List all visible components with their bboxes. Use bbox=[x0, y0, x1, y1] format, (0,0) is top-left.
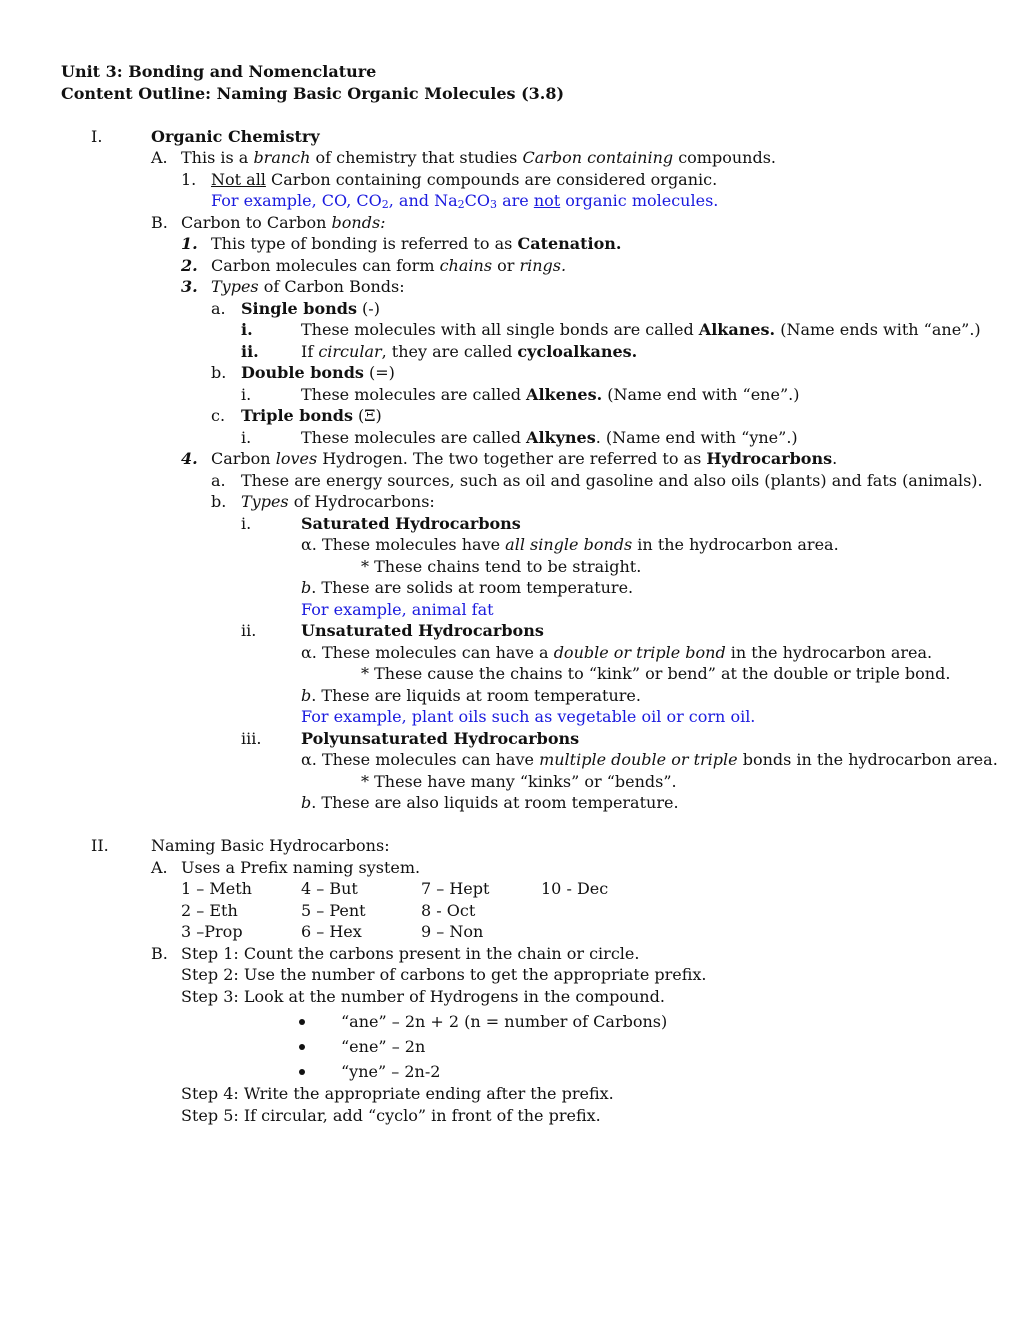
unsaturated-alpha: α. These molecules can have a double or triple bond in the hydrocarbon area. bbox=[301, 643, 933, 662]
alkynes-text: These molecules are called Alkynes. (Name end with “yne”.) bbox=[301, 428, 798, 447]
section-1-title: Organic Chemistry bbox=[151, 127, 320, 146]
triple-bonds-marker: c. bbox=[211, 406, 226, 425]
step-2: Step 2: Use the number of carbons to get the appropriate prefix. bbox=[181, 965, 707, 984]
unsaturated-note: * These cause the chains to “kink” or bend” at the double or triple bond. bbox=[361, 664, 951, 683]
cycloalkanes-text: If circular, they are called cycloalkanes. bbox=[301, 342, 638, 361]
section-1-number: I. bbox=[91, 127, 103, 146]
unsaturated-b: b. These are liquids at room temperature. bbox=[301, 686, 641, 705]
ending-yne: “yne” – 2n-2 bbox=[341, 1062, 441, 1081]
bullet-icon bbox=[299, 1019, 305, 1025]
alkanes-marker: i. bbox=[241, 320, 253, 339]
alkenes-marker: i. bbox=[241, 385, 252, 404]
prefix-cell: 9 – Non bbox=[421, 922, 484, 941]
sec1-B-2-marker: 2. bbox=[181, 256, 198, 275]
sec1-B-text: Carbon to Carbon bonds: bbox=[181, 213, 386, 232]
double-bonds-marker: b. bbox=[211, 363, 227, 382]
doc-title: Unit 3: Bonding and Nomenclature bbox=[61, 62, 377, 81]
unsaturated-example: For example, plant oils such as vegetable oil or corn oil. bbox=[301, 707, 756, 726]
saturated-title: Saturated Hydrocarbons bbox=[301, 514, 521, 533]
step-4: Step 4: Write the appropriate ending after the prefix. bbox=[181, 1084, 614, 1103]
prefix-cell: 3 –Prop bbox=[181, 922, 243, 941]
sec1-B-1-text: This type of bonding is referred to as Catenation. bbox=[211, 234, 622, 253]
sec1-B-1-marker: 1. bbox=[181, 234, 198, 253]
doc-subtitle: Content Outline: Naming Basic Organic Molecules (3.8) bbox=[61, 84, 565, 103]
sec1-A-example: For example, CO, $CO_2$, and $Na_2CO_3$ are not organic molecules. bbox=[211, 191, 719, 211]
sec1-A-marker: A. bbox=[151, 148, 168, 167]
types-hydrocarbons-marker: b. bbox=[211, 492, 227, 511]
double-bonds-heading: Double bonds (=) bbox=[241, 363, 395, 382]
energy-sources-text: These are energy sources, such as oil and gasoline and also oils (plants) and fats (animals). bbox=[241, 471, 983, 490]
polyunsaturated-marker: iii. bbox=[241, 729, 262, 748]
sec2-A-text: Uses a Prefix naming system. bbox=[181, 858, 421, 877]
prefix-cell: 7 – Hept bbox=[421, 879, 490, 898]
prefix-cell: 4 – But bbox=[301, 879, 358, 898]
bullet-icon bbox=[299, 1069, 305, 1075]
sec2-B-marker: B. bbox=[151, 944, 168, 963]
ending-ene: “ene” – 2n bbox=[341, 1037, 426, 1056]
sec1-B-marker: B. bbox=[151, 213, 168, 232]
sec1-B-3-marker: 3. bbox=[181, 277, 198, 296]
polyunsaturated-note: * These have many “kinks” or “bends”. bbox=[361, 772, 677, 791]
step-3: Step 3: Look at the number of Hydrogens in the compound. bbox=[181, 987, 665, 1006]
single-bonds-marker: a. bbox=[211, 299, 226, 318]
sec1-A-1-text: Not all Carbon containing compounds are considered organic. bbox=[211, 170, 718, 189]
sec1-A-1-marker: 1. bbox=[181, 170, 197, 189]
polyunsaturated-b: b. These are also liquids at room temperature. bbox=[301, 793, 679, 812]
sec2-A-marker: A. bbox=[151, 858, 168, 877]
unsaturated-marker: ii. bbox=[241, 621, 257, 640]
prefix-cell: 5 – Pent bbox=[301, 901, 366, 920]
types-hydrocarbons-text: Types of Hydrocarbons: bbox=[241, 492, 435, 511]
sec1-B-4-text: Carbon loves Hydrogen. The two together are referred to as Hydrocarbons. bbox=[211, 449, 838, 468]
prefix-cell: 8 - Oct bbox=[421, 901, 476, 920]
ending-ane: “ane” – 2n + 2 (n = number of Carbons) bbox=[341, 1012, 668, 1031]
saturated-example: For example, animal fat bbox=[301, 600, 494, 619]
step-1: Step 1: Count the carbons present in the chain or circle. bbox=[181, 944, 640, 963]
prefix-cell: 6 – Hex bbox=[301, 922, 362, 941]
prefix-cell: 2 – Eth bbox=[181, 901, 238, 920]
triple-bonds-heading: Triple bonds (Ξ) bbox=[241, 406, 382, 425]
bullet-icon bbox=[299, 1044, 305, 1050]
sec1-B-4-marker: 4. bbox=[181, 449, 198, 468]
alkynes-marker: i. bbox=[241, 428, 252, 447]
polyunsaturated-title: Polyunsaturated Hydrocarbons bbox=[301, 729, 580, 748]
alkenes-text: These molecules are called Alkenes. (Name end with “ene”.) bbox=[301, 385, 800, 404]
saturated-note: * These chains tend to be straight. bbox=[361, 557, 642, 576]
saturated-alpha: α. These molecules have all single bonds in the hydrocarbon area. bbox=[301, 535, 839, 554]
prefix-cell: 1 – Meth bbox=[181, 879, 252, 898]
saturated-b: b. These are solids at room temperature. bbox=[301, 578, 634, 597]
sec1-A-text: This is a branch of chemistry that studies Carbon containing compounds. bbox=[181, 148, 776, 167]
sec1-B-2-text: Carbon molecules can form chains or rings. bbox=[211, 256, 567, 275]
alkanes-text: These molecules with all single bonds are called Alkanes. (Name ends with “ane”.) bbox=[301, 320, 981, 339]
cycloalkanes-marker: ii. bbox=[241, 342, 259, 361]
sec1-B-3-text: Types of Carbon Bonds: bbox=[211, 277, 405, 296]
energy-sources-marker: a. bbox=[211, 471, 226, 490]
section-2-number: II. bbox=[91, 836, 109, 855]
section-2-title: Naming Basic Hydrocarbons: bbox=[151, 836, 390, 855]
single-bonds-heading: Single bonds (-) bbox=[241, 299, 380, 318]
polyunsaturated-alpha: α. These molecules can have multiple double or triple bonds in the hydrocarbon area. bbox=[301, 750, 998, 769]
saturated-marker: i. bbox=[241, 514, 252, 533]
step-5: Step 5: If circular, add “cyclo” in front of the prefix. bbox=[181, 1106, 601, 1125]
prefix-cell: 10 - Dec bbox=[541, 879, 609, 898]
unsaturated-title: Unsaturated Hydrocarbons bbox=[301, 621, 544, 640]
